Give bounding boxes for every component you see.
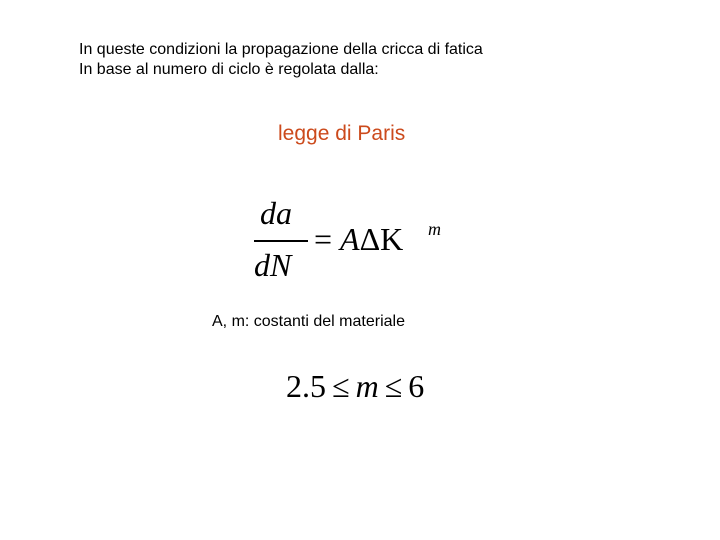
constants-note: A, m: costanti del materiale	[212, 313, 405, 330]
formula-delta-k: ΔK	[359, 221, 404, 257]
range-op-2: ≤	[384, 368, 403, 404]
formula-rhs	[314, 221, 403, 257]
formula-exponent: m	[428, 219, 441, 239]
intro-text	[79, 40, 483, 80]
range-op-1: ≤	[332, 368, 350, 404]
formula-coefficient: A	[340, 221, 360, 257]
range-upper: 6	[408, 368, 425, 404]
paris-law-formula	[252, 195, 472, 295]
formula-equals: =	[314, 221, 333, 257]
intro-line-1: In queste condizioni la propagazione della cricca di fatica	[79, 41, 483, 58]
fraction-bar	[254, 240, 308, 242]
exponent-range	[286, 366, 424, 406]
law-title: legge di Paris	[278, 122, 406, 145]
intro-line-2: In base al numero di ciclo è regolata dalla:	[79, 61, 379, 78]
range-variable: m	[355, 368, 379, 404]
formula-numerator: da	[260, 195, 292, 231]
formula-denominator: dN	[254, 247, 292, 283]
range-lower: 2.5	[286, 368, 326, 404]
